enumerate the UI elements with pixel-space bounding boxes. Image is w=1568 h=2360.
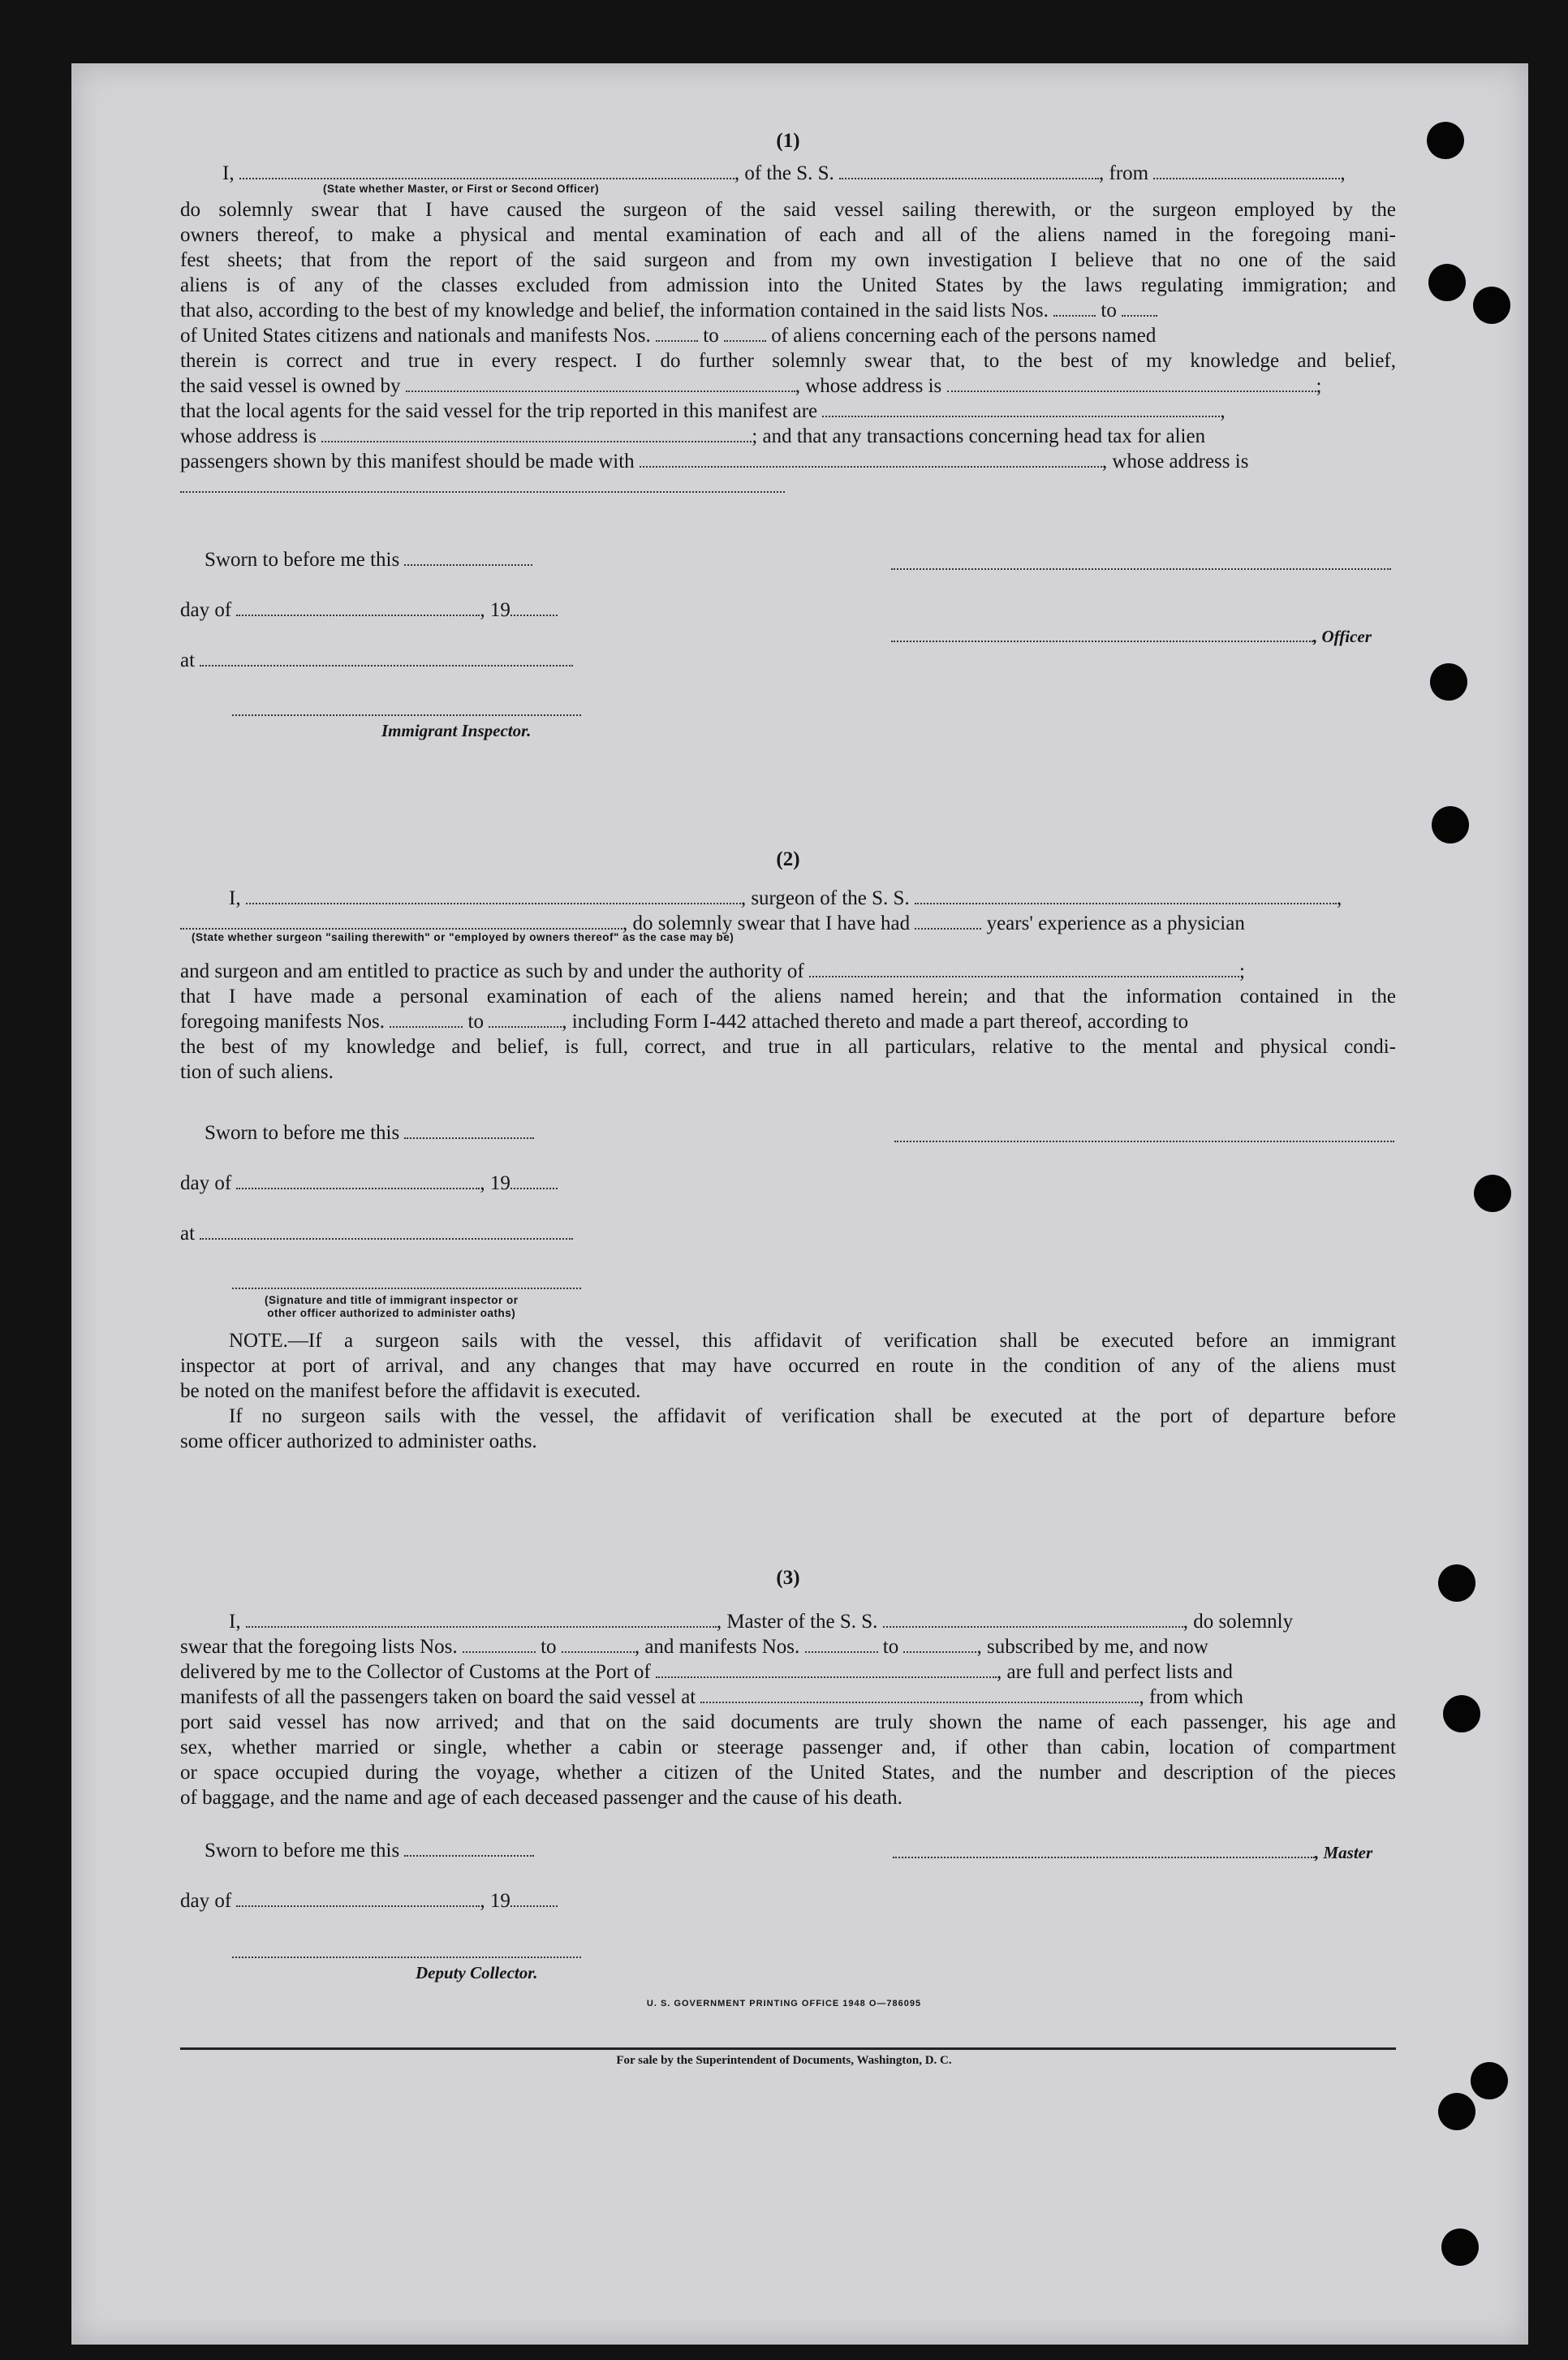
- s2-sworn-field[interactable]: [404, 1123, 534, 1139]
- s3-l2-b: to: [541, 1636, 557, 1658]
- s2-l2-b: years' experience as a physician: [986, 913, 1245, 934]
- s1-l10-a: that the local agents for the said vessel for the trip reported in this manifest are: [180, 400, 818, 422]
- s3-lists-from-field[interactable]: [463, 1637, 536, 1653]
- s3-name-field[interactable]: [246, 1611, 717, 1628]
- s1-line-1: [180, 161, 1396, 186]
- binder-hole: [1432, 806, 1469, 843]
- s1-inspector-signature-line[interactable]: [232, 714, 581, 716]
- s1-sworn-field[interactable]: [404, 550, 532, 566]
- s2-capacity-field[interactable]: [180, 913, 622, 930]
- s2-l3-a: and surgeon and am entitled to practice as such by and under the authority of: [180, 960, 804, 982]
- s2-day: day of , 19: [180, 1172, 558, 1195]
- binder-hole: [1441, 2228, 1479, 2266]
- s3-line-7: or space occupied during the voyage, whether a citizen of the United States, and the number and description of the pieces: [180, 1762, 1396, 1784]
- s2-line-7: tion of such aliens.: [180, 1061, 334, 1083]
- s1-l6-a: that also, according to the best of my knowledge and belief, the information contained in the said lists Nos.: [180, 300, 1049, 321]
- s3-master: , Master: [893, 1841, 1372, 1864]
- s2-note-block: [180, 1328, 1396, 1454]
- s1-year-field[interactable]: [510, 600, 558, 616]
- s2-sig-note-2: other officer authorized to administer oaths): [267, 1307, 516, 1319]
- s1-line-9: [180, 373, 1396, 399]
- section-2: [180, 848, 1396, 1085]
- binder-hole: [1438, 1564, 1475, 1602]
- s1-lists-from-field[interactable]: [1053, 300, 1096, 317]
- s1-line-8: therein is correct and true in every respect. I do further solemnly swear that, to the best of my knowledge and belief,: [180, 350, 1396, 372]
- s1-sworn: Sworn to before me this: [205, 549, 532, 572]
- s1-line-4: fest sheets; that from the report of the said surgeon and from my own investigation I believe that no one of the said: [180, 249, 1396, 271]
- s3-l3-a: delivered by me to the Collector of Customs at the Port of: [180, 1661, 651, 1683]
- s2-l5-c: , including Form I-442 attached thereto and made a part thereof, according to: [562, 1011, 1189, 1033]
- s1-l1-c: , from: [1099, 162, 1149, 184]
- s1-at: at: [180, 649, 573, 672]
- s2-line-6: the best of my knowledge and belief, is full, correct, and true in all particulars, relative to the mental and physical condi-: [180, 1036, 1396, 1058]
- s1-name-field[interactable]: [239, 163, 734, 179]
- s2-note-4: If no surgeon sails with the vessel, the affidavit of verification shall be executed at the port of departure before: [229, 1405, 1396, 1427]
- s3-l1-b: , Master of the S. S.: [716, 1611, 878, 1633]
- s3-collector-label: Deputy Collector.: [416, 1963, 538, 1982]
- s3-year-field[interactable]: [510, 1891, 558, 1907]
- s1-day-field[interactable]: [236, 600, 480, 616]
- s3-lists-to-field[interactable]: [562, 1637, 635, 1653]
- s2-l1-b: , surgeon of the S. S.: [740, 887, 910, 909]
- section-1-number: (1): [776, 130, 800, 152]
- binder-hole: [1474, 1175, 1511, 1212]
- s2-l5-b: to: [467, 1011, 484, 1033]
- s3-line-1: [180, 1609, 1396, 1634]
- s2-year-field[interactable]: [510, 1173, 558, 1189]
- s1-officer-signature-line[interactable]: [891, 568, 1391, 570]
- s3-day-field[interactable]: [236, 1891, 480, 1907]
- s1-l9-a: the said vessel is owned by: [180, 375, 401, 397]
- binder-hole: [1443, 1695, 1480, 1732]
- s2-line-5: [180, 1009, 1396, 1034]
- s1-owner-address-field[interactable]: [947, 376, 1316, 392]
- s1-manifests-from-field[interactable]: [656, 326, 698, 342]
- s1-line-3: owners thereof, to make a physical and mental examination of each and all of the aliens named in the foregoing mani-: [180, 224, 1396, 246]
- s3-sworn-field[interactable]: [404, 1840, 534, 1857]
- s1-l7-c: of aliens concerning each of the persons named: [771, 325, 1157, 347]
- s1-agents-field[interactable]: [822, 401, 1220, 417]
- s3-line-3: [180, 1659, 1396, 1685]
- s1-l12-b: , whose address is: [1101, 451, 1249, 472]
- binder-hole: [1428, 264, 1466, 301]
- s2-l1-c: ,: [1336, 887, 1342, 909]
- s1-day: day of , 19: [180, 599, 558, 622]
- s2-signature-note: [265, 1294, 519, 1320]
- s2-surgeon-signature-line[interactable]: [894, 1141, 1394, 1142]
- sale-notice: For sale by the Superintendent of Documents, Washington, D. C.: [616, 2054, 952, 2067]
- s2-note: (State whether surgeon "sailing therewith" or "employed by owners thereof" as the case may be): [192, 931, 734, 943]
- s2-line-2: [180, 911, 1396, 936]
- s3-manifests-to-field[interactable]: [903, 1637, 976, 1653]
- s3-l1-c: , do solemnly: [1182, 1611, 1294, 1633]
- s1-officer-field[interactable]: [891, 626, 1313, 642]
- binder-hole: [1427, 122, 1464, 159]
- s1-line-10: [180, 399, 1396, 424]
- s1-l7-a: of United States citizens and nationals and manifests Nos.: [180, 325, 651, 347]
- s1-line-12: [180, 449, 1396, 474]
- s2-line-3: [180, 959, 1396, 984]
- section-3: [180, 1567, 1396, 1810]
- s1-l9-b: , whose address is: [795, 375, 942, 397]
- s2-line-1: [180, 886, 1396, 911]
- s2-at-field[interactable]: [200, 1223, 573, 1240]
- s3-line-2: [180, 1634, 1396, 1659]
- s2-manifests-to-field[interactable]: [489, 1012, 562, 1028]
- s2-sig-note-1: (Signature and title of immigrant inspector or: [265, 1294, 519, 1306]
- s2-l5-a: foregoing manifests Nos.: [180, 1011, 386, 1033]
- footer-rule: [180, 2047, 1396, 2050]
- s3-master-field[interactable]: [893, 1842, 1315, 1858]
- s1-owner-field[interactable]: [406, 376, 795, 392]
- s1-l12-a: passengers shown by this manifest should be made with: [180, 451, 635, 472]
- s2-manifests-from-field[interactable]: [390, 1012, 463, 1028]
- binder-hole: [1438, 2093, 1475, 2130]
- s3-l2-e: , subscribed by me, and now: [976, 1636, 1208, 1658]
- s3-line-8: of baggage, and the name and age of each deceased passenger and the cause of his death.: [180, 1787, 902, 1809]
- section-3-number: (3): [776, 1567, 800, 1589]
- s2-sworn: Sworn to before me this: [205, 1122, 534, 1145]
- s1-l6-b: to: [1101, 300, 1117, 321]
- binder-hole: [1473, 287, 1510, 324]
- s2-note-3: be noted on the manifest before the affidavit is executed.: [180, 1380, 641, 1402]
- s3-line-6: sex, whether married or single, whether a cabin or steerage passenger and, if other than cabin, location of compartment: [180, 1737, 1396, 1758]
- gpo-imprint: U. S. GOVERNMENT PRINTING OFFICE 1948 O—786095: [646, 1999, 922, 2008]
- s1-l9-c: ;: [1316, 375, 1322, 397]
- s1-l1-b: , of the S. S.: [734, 162, 834, 184]
- s2-note-1: NOTE.—If a surgeon sails with the vessel, this affidavit of verification shall be executed before an immigrant: [229, 1330, 1396, 1352]
- s1-line-13: [180, 474, 1396, 499]
- s1-l11-a: whose address is: [180, 425, 317, 447]
- s3-vessel-field[interactable]: [883, 1611, 1183, 1628]
- s3-sworn: Sworn to before me this: [205, 1840, 534, 1862]
- s1-lists-to-field[interactable]: [1122, 300, 1157, 317]
- s2-at: at: [180, 1223, 573, 1245]
- s1-manifests-to-field[interactable]: [724, 326, 766, 342]
- s3-departure-port-field[interactable]: [700, 1687, 1139, 1703]
- s3-manifests-from-field[interactable]: [805, 1637, 878, 1653]
- s1-line-6: [180, 298, 1396, 323]
- binder-hole: [1430, 663, 1467, 701]
- s1-line-7: [180, 323, 1396, 348]
- s2-vessel-field[interactable]: [915, 888, 1337, 904]
- s2-note-2: inspector at port of arrival, and any changes that may have occurred en route in the condition of any of the aliens must: [180, 1355, 1396, 1377]
- s1-line-2: do solemnly swear that I have caused the surgeon of the said vessel sailing therewith, or the surgeon employed by the: [180, 199, 1396, 221]
- s3-l4-a: manifests of all the passengers taken on board the said vessel at: [180, 1686, 696, 1708]
- s2-years-field[interactable]: [915, 913, 981, 930]
- s2-officer-signature-line[interactable]: [232, 1288, 581, 1289]
- s2-name-field[interactable]: [246, 888, 741, 904]
- s3-line-5: port said vessel has now arrived; and that on the said documents are truly shown the name of each passenger, his age and: [180, 1711, 1396, 1733]
- s3-l2-d: to: [882, 1636, 899, 1658]
- s1-headtax-address-field[interactable]: [180, 477, 785, 493]
- s3-line-4: [180, 1685, 1396, 1710]
- s3-l2-a: swear that the foregoing lists Nos.: [180, 1636, 458, 1658]
- s1-vessel-field[interactable]: [839, 163, 1099, 179]
- s2-l3-b: ;: [1239, 960, 1245, 982]
- s1-line-11: [180, 424, 1396, 449]
- s2-authority-field[interactable]: [809, 961, 1239, 977]
- s2-note-5: some officer authorized to administer oaths.: [180, 1430, 537, 1452]
- s3-port-field[interactable]: [656, 1662, 997, 1678]
- s2-l2-a: , do solemnly swear that I have had: [622, 913, 911, 934]
- s1-l1-d: ,: [1340, 162, 1346, 184]
- s1-l10-b: ,: [1220, 400, 1226, 422]
- s3-l4-b: , from which: [1139, 1686, 1243, 1708]
- s2-day-field[interactable]: [236, 1173, 480, 1189]
- s3-l1-a: I,: [229, 1611, 241, 1633]
- s1-line-5: aliens is of any of the classes excluded from admission into the United States by the laws regulating immigration; and: [180, 274, 1396, 296]
- s1-headtax-field[interactable]: [640, 451, 1102, 468]
- s2-l1-a: I,: [229, 887, 241, 909]
- s3-l2-c: , and manifests Nos.: [634, 1636, 800, 1658]
- s1-agents-address-field[interactable]: [321, 426, 752, 442]
- s3-day: day of , 19: [180, 1890, 558, 1913]
- s1-inspector-label: Immigrant Inspector.: [381, 721, 532, 740]
- s1-l11-b: ; and that any transactions concerning head tax for alien: [752, 425, 1206, 447]
- s1-at-field[interactable]: [200, 650, 573, 667]
- s3-l3-b: , are full and perfect lists and: [997, 1661, 1233, 1683]
- section-1: [180, 130, 1396, 499]
- s2-line-4: that I have made a personal examination of each of the aliens named herein; and that the information contained in the: [180, 986, 1396, 1007]
- s1-note: (State whether Master, or First or Second Officer): [323, 183, 600, 195]
- s1-l1-a: I,: [222, 162, 235, 184]
- s1-officer: , Officer: [891, 625, 1372, 648]
- s1-from-field[interactable]: [1153, 163, 1340, 179]
- section-2-number: (2): [776, 848, 800, 870]
- s3-collector-signature-line[interactable]: [232, 1957, 581, 1958]
- s1-l7-b: to: [703, 325, 719, 347]
